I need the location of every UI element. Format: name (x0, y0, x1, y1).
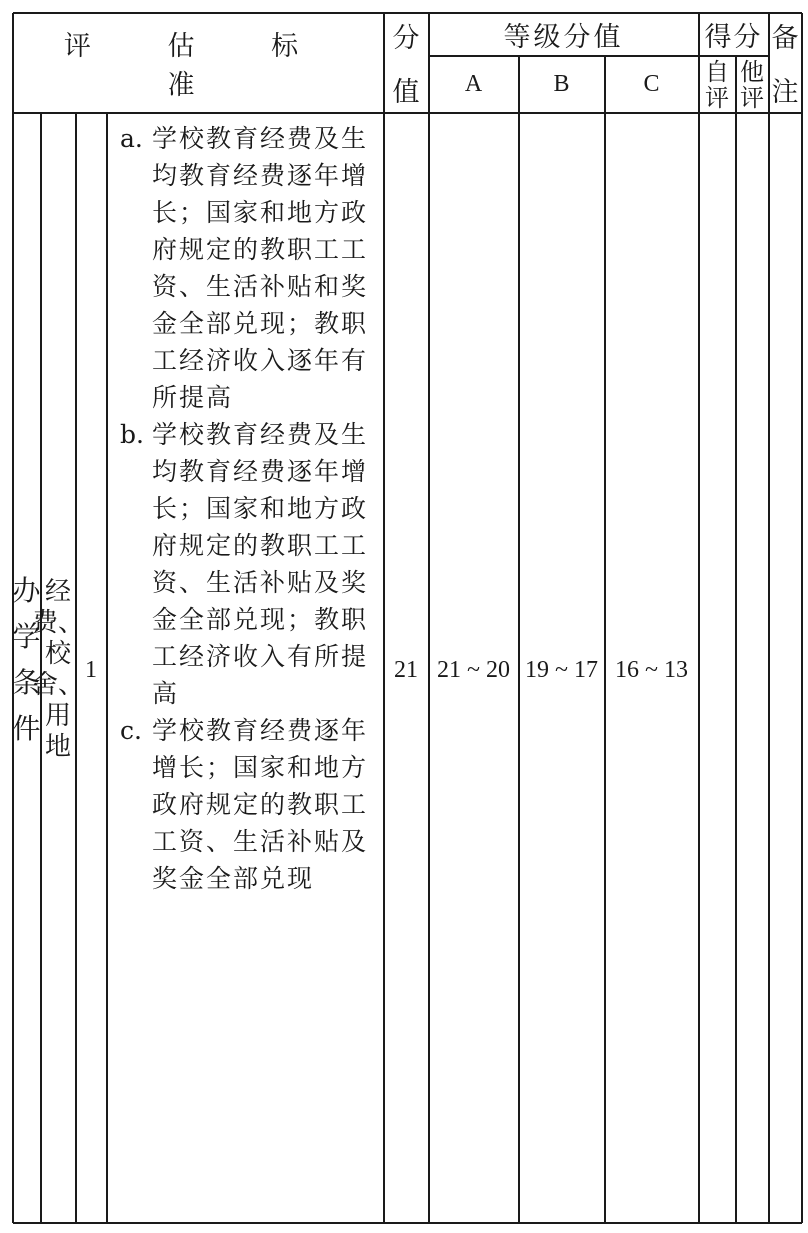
self-eval-char-1: 自 (705, 57, 729, 86)
header-grade-b: B (553, 71, 570, 97)
category-char: 条 (12, 666, 41, 699)
category-char: 办 (12, 574, 41, 607)
row-grade-a: 21 ~ 20 (437, 656, 510, 683)
row-grade-b: 19 ~ 17 (525, 656, 598, 683)
criteria-marker: a. (120, 124, 143, 153)
header-score-value-bottom: 值 (392, 76, 420, 108)
col-divider-grade-b (604, 56, 606, 1223)
other-eval-char-2: 评 (740, 83, 764, 112)
criteria-text: 学校教育经费及生均教育经费逐年增长；国家和地方政府规定的教职工工资、生活补贴及奖金全部兑现；教职工经济收入有所提高 (152, 420, 369, 708)
table-border-bottom (13, 1222, 802, 1224)
subcategory-char: 地 (44, 732, 71, 762)
subcategory-char: 舍、 (32, 670, 85, 700)
col-divider-grade-c (698, 13, 700, 1223)
criteria-list (120, 120, 390, 897)
col-divider-self (735, 56, 737, 1223)
col-divider-score (428, 13, 430, 1223)
criteria-item-a (120, 120, 390, 416)
row-subcategory (32, 572, 85, 768)
category-char: 件 (12, 712, 41, 745)
subcategory-char: 校 (44, 639, 71, 669)
header-remarks-top: 备 (771, 22, 799, 54)
subcategory-char: 经 (44, 577, 71, 607)
subcategory-char: 费、 (32, 608, 85, 638)
row-index: 1 (85, 656, 97, 683)
criteria-item-b (120, 416, 390, 712)
row-score: 21 (394, 656, 418, 683)
header-divider (13, 112, 802, 114)
criteria-marker: c. (120, 716, 142, 745)
header-remarks-bottom: 注 (771, 76, 799, 108)
criteria-item-c (120, 712, 390, 897)
criteria-marker: b. (120, 420, 144, 449)
row-grade-c: 16 ~ 13 (615, 656, 688, 683)
col-divider-index (106, 113, 108, 1223)
criteria-text: 学校教育经费及生均教育经费逐年增长；国家和地方政府规定的教职工工资、生活补贴和奖金全部兑现；教职工经济收入逐年有所提高 (152, 124, 369, 412)
header-other-eval (736, 57, 768, 112)
col-divider-scored (768, 13, 770, 1223)
category-char: 学 (12, 620, 41, 653)
other-eval-char-1: 他 (740, 57, 764, 86)
header-criteria: 评 估 标 准 (63, 31, 333, 101)
header-score-value-top: 分 (392, 22, 420, 54)
header-scored: 得分 (704, 22, 763, 53)
header-self-eval (699, 57, 735, 112)
col-divider-grade-a (518, 56, 520, 1223)
self-eval-char-2: 评 (705, 83, 729, 112)
header-grade-c: C (643, 71, 660, 97)
subcategory-char: 用 (44, 701, 71, 731)
criteria-text: 学校教育经费逐年增长；国家和地方政府规定的教职工工资、生活补贴及奖金全部兑现 (152, 716, 369, 893)
row-category (13, 560, 40, 760)
header-grade-a: A (464, 71, 483, 97)
header-grade-values: 等级分值 (503, 22, 624, 53)
table-border-right (801, 13, 803, 1223)
